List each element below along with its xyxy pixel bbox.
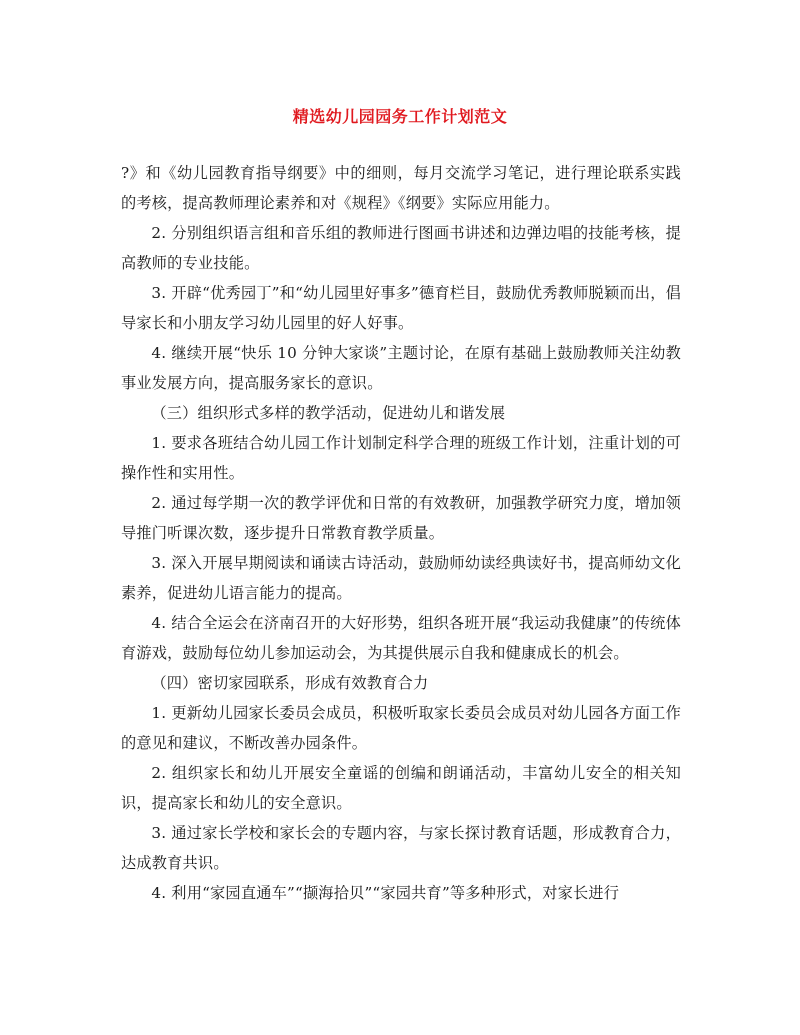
section-heading-4: （四）密切家园联系，形成有效教育合力: [151, 674, 429, 692]
paragraph-8: 4. 结合全运会在济南召开的大好形势，组织各班开展“我运动我健康”的传统体育游戏，鼓励每位幼儿参加运动会，为其提供展示自我和健康成长的机会。: [121, 614, 681, 662]
paragraph-10: 2. 组织家长和幼儿开展安全童谣的创编和朗诵活动，丰富幼儿安全的相关知识，提高家长和幼儿的安全意识。: [121, 764, 681, 812]
paragraph-6: 2. 通过每学期一次的教学评优和日常的有效教研，加强教学研究力度，增加领导推门听课次数，逐步提升日常教育教学质量。: [121, 494, 681, 542]
paragraph-1: ?》和《幼儿园教育指导纲要》中的细则，每月交流学习笔记，进行理论联系实践的考核，提高教师理论素养和对《规程》《纲要》实际应用能力。: [121, 164, 681, 212]
paragraph-9: 1. 更新幼儿园家长委员会成员，积极听取家长委员会成员对幼儿园各方面工作的意见和建议，不断改善办园条件。: [121, 704, 681, 752]
section-heading-3: （三）组织形式多样的教学活动，促进幼儿和谐发展: [151, 404, 506, 422]
paragraph-12: 4. 利用“家园直通车”“撷海拾贝”“家园共育”等多种形式，对家长进行: [151, 884, 620, 902]
paragraph-11: 3. 通过家长学校和家长会的专题内容，与家长探讨教育话题，形成教育合力，达成教育共识。: [121, 824, 681, 872]
paragraph-3: 3. 开辟“优秀园丁”和“幼儿园里好事多”德育栏目，鼓励优秀教师脱颖而出，倡导家长和小朋友学习幼儿园里的好人好事。: [121, 284, 681, 332]
paragraph-5: 1. 要求各班结合幼儿园工作计划制定科学合理的班级工作计划，注重计划的可操作性和实用性。: [121, 434, 681, 482]
document-body: [121, 158, 681, 908]
paragraph-2: 2. 分别组织语言组和音乐组的教师进行图画书讲述和边弹边唱的技能考核，提高教师的专业技能。: [121, 224, 681, 272]
paragraph-4: 4. 继续开展“快乐 10 分钟大家谈”主题讨论，在原有基础上鼓励教师关注幼教事业发展方向，提高服务家长的意识。: [121, 344, 681, 392]
paragraph-7: 3. 深入开展早期阅读和诵读古诗活动，鼓励师幼读经典读好书，提高师幼文化素养，促进幼儿语言能力的提高。: [121, 554, 681, 602]
document-title: 精选幼儿园园务工作计划范文: [292, 107, 508, 126]
